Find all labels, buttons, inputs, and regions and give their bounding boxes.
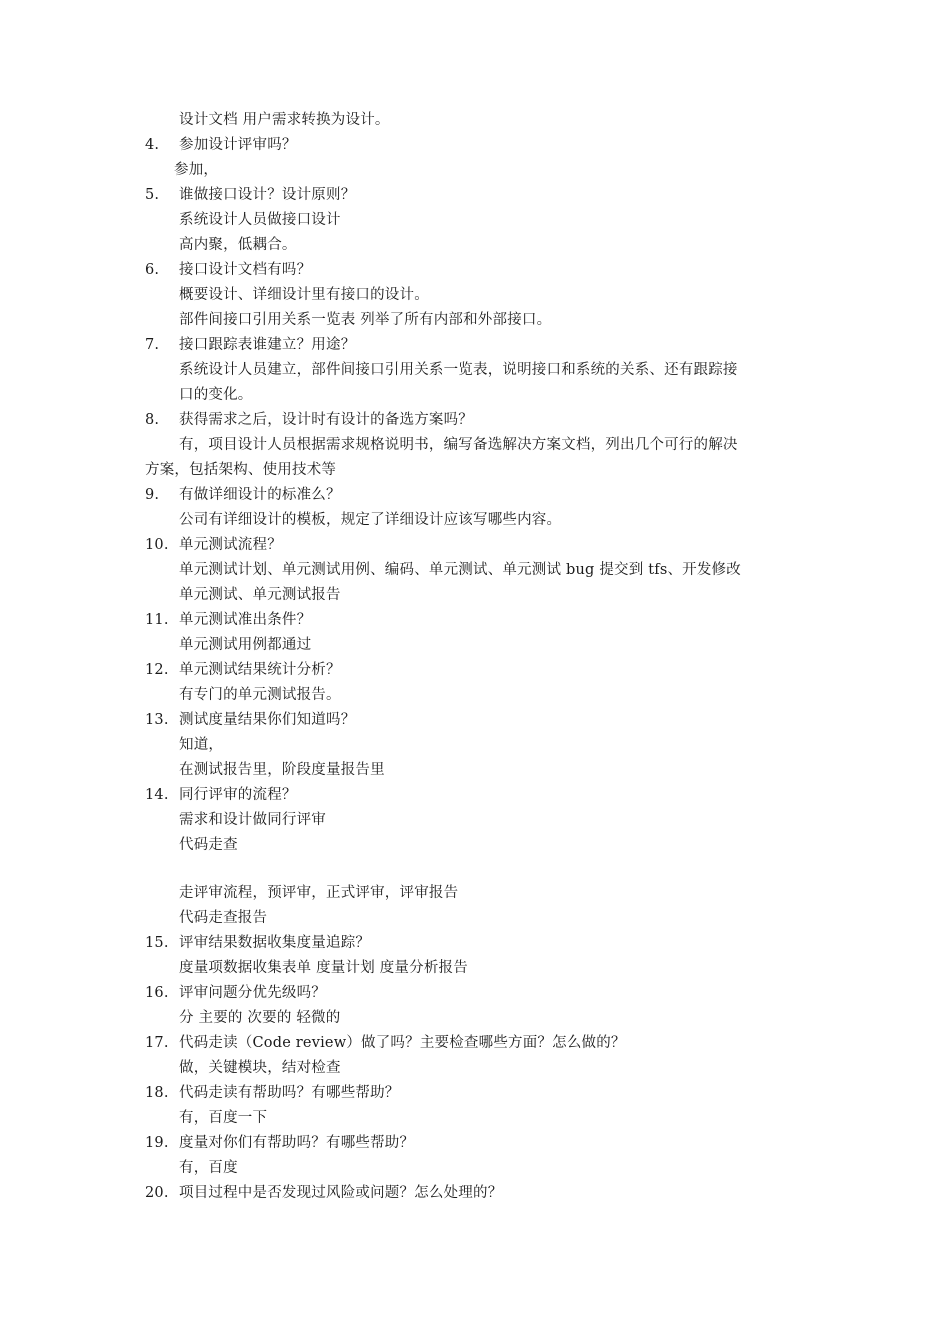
- item-question: 接口设计文档有吗？: [179, 262, 312, 278]
- item-number: 16.: [145, 985, 169, 1001]
- item-question: 谁做接口设计？设计原则？: [179, 187, 356, 203]
- item-question: 单元测试结果统计分析？: [179, 662, 341, 678]
- item-question: 接口跟踪表谁建立？用途？: [179, 337, 356, 353]
- item-answer: 在测试报告里，阶段度量报告里: [179, 762, 385, 778]
- item-answer: 有，百度一下: [179, 1110, 268, 1126]
- item-question: 代码走读（Code review）做了吗？主要检查哪些方面？怎么做的？: [179, 1035, 626, 1051]
- item-answer: 口的变化。: [179, 387, 253, 403]
- item-answer: 单元测试用例都通过: [179, 637, 312, 653]
- item-number: 11.: [145, 612, 169, 628]
- item-question: 评审结果数据收集度量追踪？: [179, 935, 371, 951]
- item-question: 测试度量结果你们知道吗？: [179, 712, 356, 728]
- item-answer: 设计文档 用户需求转换为设计。: [179, 112, 390, 128]
- item-number: 17.: [145, 1035, 169, 1051]
- item-answer: 单元测试计划、单元测试用例、编码、单元测试、单元测试 bug 提交到 tfs、开发修改: [179, 562, 741, 578]
- item-number: 15.: [145, 935, 169, 951]
- item-number: 5.: [145, 187, 160, 203]
- item-question: 单元测试准出条件？: [179, 612, 312, 628]
- item-answer: 代码走查报告: [179, 910, 268, 926]
- item-answer: 单元测试、单元测试报告: [179, 587, 341, 603]
- item-answer: 有，项目设计人员根据需求规格说明书，编写备选解决方案文档，列出几个可行的解决: [179, 437, 738, 453]
- item-number: 9.: [145, 487, 160, 503]
- item-answer: 概要设计、详细设计里有接口的设计。: [179, 287, 429, 303]
- item-question: 单元测试流程？: [179, 537, 282, 553]
- item-number: 20.: [145, 1185, 169, 1201]
- item-answer: 代码走查: [179, 837, 238, 853]
- item-answer: 高内聚，低耦合。: [179, 237, 297, 253]
- item-number: 7.: [145, 337, 160, 353]
- item-answer: 系统设计人员建立，部件间接口引用关系一览表，说明接口和系统的关系、还有跟踪接: [179, 362, 738, 378]
- item-answer: 做，关键模块，结对检查: [179, 1060, 341, 1076]
- item-answer: 参加，: [174, 162, 219, 178]
- item-question: 获得需求之后，设计时有设计的备选方案吗？: [179, 412, 473, 428]
- item-answer: 系统设计人员做接口设计: [179, 212, 341, 228]
- item-answer: 有专门的单元测试报告。: [179, 687, 341, 703]
- item-number: 13.: [145, 712, 169, 728]
- item-question: 度量对你们有帮助吗？有哪些帮助？: [179, 1135, 415, 1151]
- item-answer: 部件间接口引用关系一览表 列举了所有内部和外部接口。: [179, 312, 552, 328]
- item-question: 有做详细设计的标准么？: [179, 487, 341, 503]
- item-number: 10.: [145, 537, 169, 553]
- item-number: 19.: [145, 1135, 169, 1151]
- item-answer: 走评审流程，预评审，正式评审，评审报告: [179, 885, 459, 901]
- item-number: 14.: [145, 787, 169, 803]
- item-question: 项目过程中是否发现过风险或问题？怎么处理的？: [179, 1185, 503, 1201]
- item-question: 评审问题分优先级吗？: [179, 985, 326, 1001]
- item-answer: 有，百度: [179, 1160, 238, 1176]
- item-number: 8.: [145, 412, 160, 428]
- item-answer: 需求和设计做同行评审: [179, 812, 326, 828]
- item-answer: 知道，: [179, 737, 224, 753]
- item-question: 参加设计评审吗？: [179, 137, 297, 153]
- item-answer: 方案，包括架构、使用技术等: [145, 462, 337, 478]
- item-question: 同行评审的流程？: [179, 787, 297, 803]
- item-answer: 公司有详细设计的模板，规定了详细设计应该写哪些内容。: [179, 512, 562, 528]
- item-number: 12.: [145, 662, 169, 678]
- item-question: 代码走读有帮助吗？有哪些帮助？: [179, 1085, 400, 1101]
- item-answer: 分 主要的 次要的 轻微的: [179, 1010, 341, 1026]
- item-number: 6.: [145, 262, 160, 278]
- item-number: 4.: [145, 137, 160, 153]
- item-number: 18.: [145, 1085, 169, 1101]
- item-answer: 度量项数据收集表单 度量计划 度量分析报告: [179, 960, 468, 976]
